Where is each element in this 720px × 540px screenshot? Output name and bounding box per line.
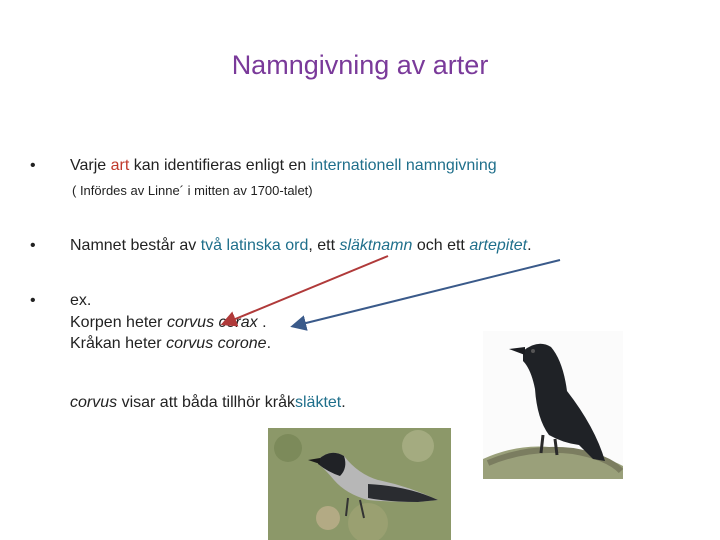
genus-word: corvus bbox=[70, 394, 118, 411]
highlight-two-latin-words: två latinska ord bbox=[200, 237, 309, 254]
hooded-crow-icon bbox=[268, 428, 451, 540]
latin-name-crow: corvus corone bbox=[166, 335, 267, 352]
text-part: Namnet består av bbox=[70, 237, 201, 254]
arrow-genus-to-corvus bbox=[228, 256, 388, 322]
raven-photo bbox=[483, 331, 623, 479]
bullet-marker: • bbox=[30, 237, 36, 254]
highlight-genus-name: släktnamn bbox=[339, 237, 413, 254]
text-part: Kråkan heter bbox=[70, 335, 167, 352]
slide-title: Namngivning av arter bbox=[231, 50, 489, 80]
bullet-marker: • bbox=[30, 157, 36, 174]
text-part: , ett bbox=[308, 237, 340, 254]
text-part: Korpen heter bbox=[70, 314, 167, 331]
text-part: kan identifieras enligt en bbox=[129, 157, 311, 174]
text-part: Varje bbox=[70, 157, 111, 174]
hooded-crow-photo bbox=[268, 428, 451, 540]
text-part: . bbox=[341, 394, 346, 411]
linne-note: ( Infördes av Linne´ i mitten av 1700-talet) bbox=[72, 183, 313, 198]
text-part: och ett bbox=[412, 237, 470, 254]
text-part: . bbox=[266, 335, 272, 352]
raven-icon bbox=[483, 331, 623, 479]
bullet-3-text: ex. bbox=[70, 292, 92, 309]
highlight-genus: släktet bbox=[294, 394, 342, 411]
text-part: visar att båda tillhör kråk bbox=[117, 394, 295, 411]
highlight-art: art bbox=[110, 157, 130, 174]
arrow-epithet-to-corax bbox=[298, 260, 560, 325]
highlight-epithet: artepitet bbox=[469, 237, 528, 254]
latin-name-raven: corvus corax bbox=[166, 314, 258, 331]
text-part: . bbox=[257, 314, 267, 331]
text-part: . bbox=[527, 237, 532, 254]
highlight-international-naming: internationell namngivning bbox=[310, 157, 497, 174]
bullet-marker: • bbox=[30, 292, 36, 309]
